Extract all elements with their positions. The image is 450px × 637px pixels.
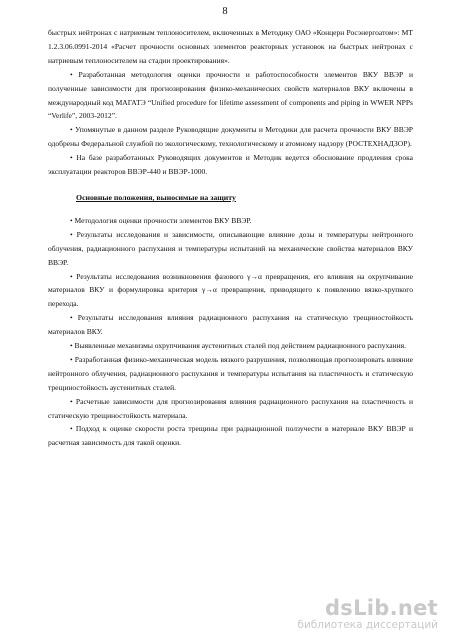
thesis-item: • Результаты исследования влияния радиационного распухания на статическую трещиностойкость материалов ВКУ.: [48, 311, 413, 339]
intro-bullet: • На базе разработанных Руководящих документов и Методик ведется обоснование продления срока эксплуатации реакторов ВВЭР-440 и ВВЭР-1000.: [48, 151, 413, 179]
thesis-item: • Подход к оценке скорости роста трещины при радиационной ползучести в материале ВКУ ВВЭР и расчетная зависимость для такой оценки.: [48, 422, 413, 450]
section-heading: Основные положения, выносимые на защиту: [76, 192, 236, 202]
thesis-item: • Методология оценки прочности элементов ВКУ ВВЭР.: [48, 214, 413, 228]
thesis-item: • Результаты исследования и зависимости, описывающие влияние дозы и температуры нейтронного облучения, радиационного распухания и температуры испытаний на механические свойства материалов ВКУ ВВЭР.: [48, 228, 413, 270]
document-body: [48, 26, 413, 450]
thesis-item: • Разработанная физико-механическая модель вязкого разрушения, позволяющая прогнозировать влияние нейтронного облучения, радиационного распухания и температуры испытания на пластичность и статическую трещиностойкость аустенитных сталей.: [48, 353, 413, 395]
thesis-item: • Выявленные механизмы охрупчивания аустенитных сталей под действием радиационного распухания.: [48, 339, 413, 353]
thesis-item: • Расчетные зависимости для прогнозирования влияния радиационного распухания на пластичность и статическую трещиностойкость материала.: [48, 395, 413, 423]
intro-paragraph: быстрых нейтронах с натриевым теплоносителем, включенных в Методику ОАО «Концерн Росэнергоатом»: МТ 1.2.3.06.0991-2014 «Расчет прочности основных элементов реакторных установок на быстрых нейтронах с натриевым теплоносителем на стадии проектирования».: [48, 28, 413, 65]
watermark-subtitle: библиотека диссертаций: [297, 619, 438, 631]
intro-bullet: • Упомянутые в данном разделе Руководящие документы и Методики для расчета прочности ВКУ ВВЭР одобрены Федеральной службой по экологическому, технологическому и атомному надзору (РОСТЕХНАДЗОР).: [48, 123, 413, 151]
watermark-logo: dsLib.net: [324, 596, 438, 620]
intro-bullet: • Разработанная методология оценки прочности и работоспособности элементов ВКУ ВВЭР и полученные зависимости для прогнозирования физико-механических свойств материалов ВКУ включены в международный код МАГАТЭ “Unified procedure for lifetime assessment of components and piping in WWER NPPs “Verlife”, 2003-2012”.: [48, 68, 413, 124]
watermark: [288, 597, 438, 631]
page-number: 8: [222, 6, 228, 17]
thesis-item: • Результаты исследования возникновения фазового γ→α превращения, его влияния на охрупчивание материалов ВКУ и формулировка критерия γ→α превращения, приводящего к появлению вязко-хрупкого перехода.: [48, 270, 413, 312]
